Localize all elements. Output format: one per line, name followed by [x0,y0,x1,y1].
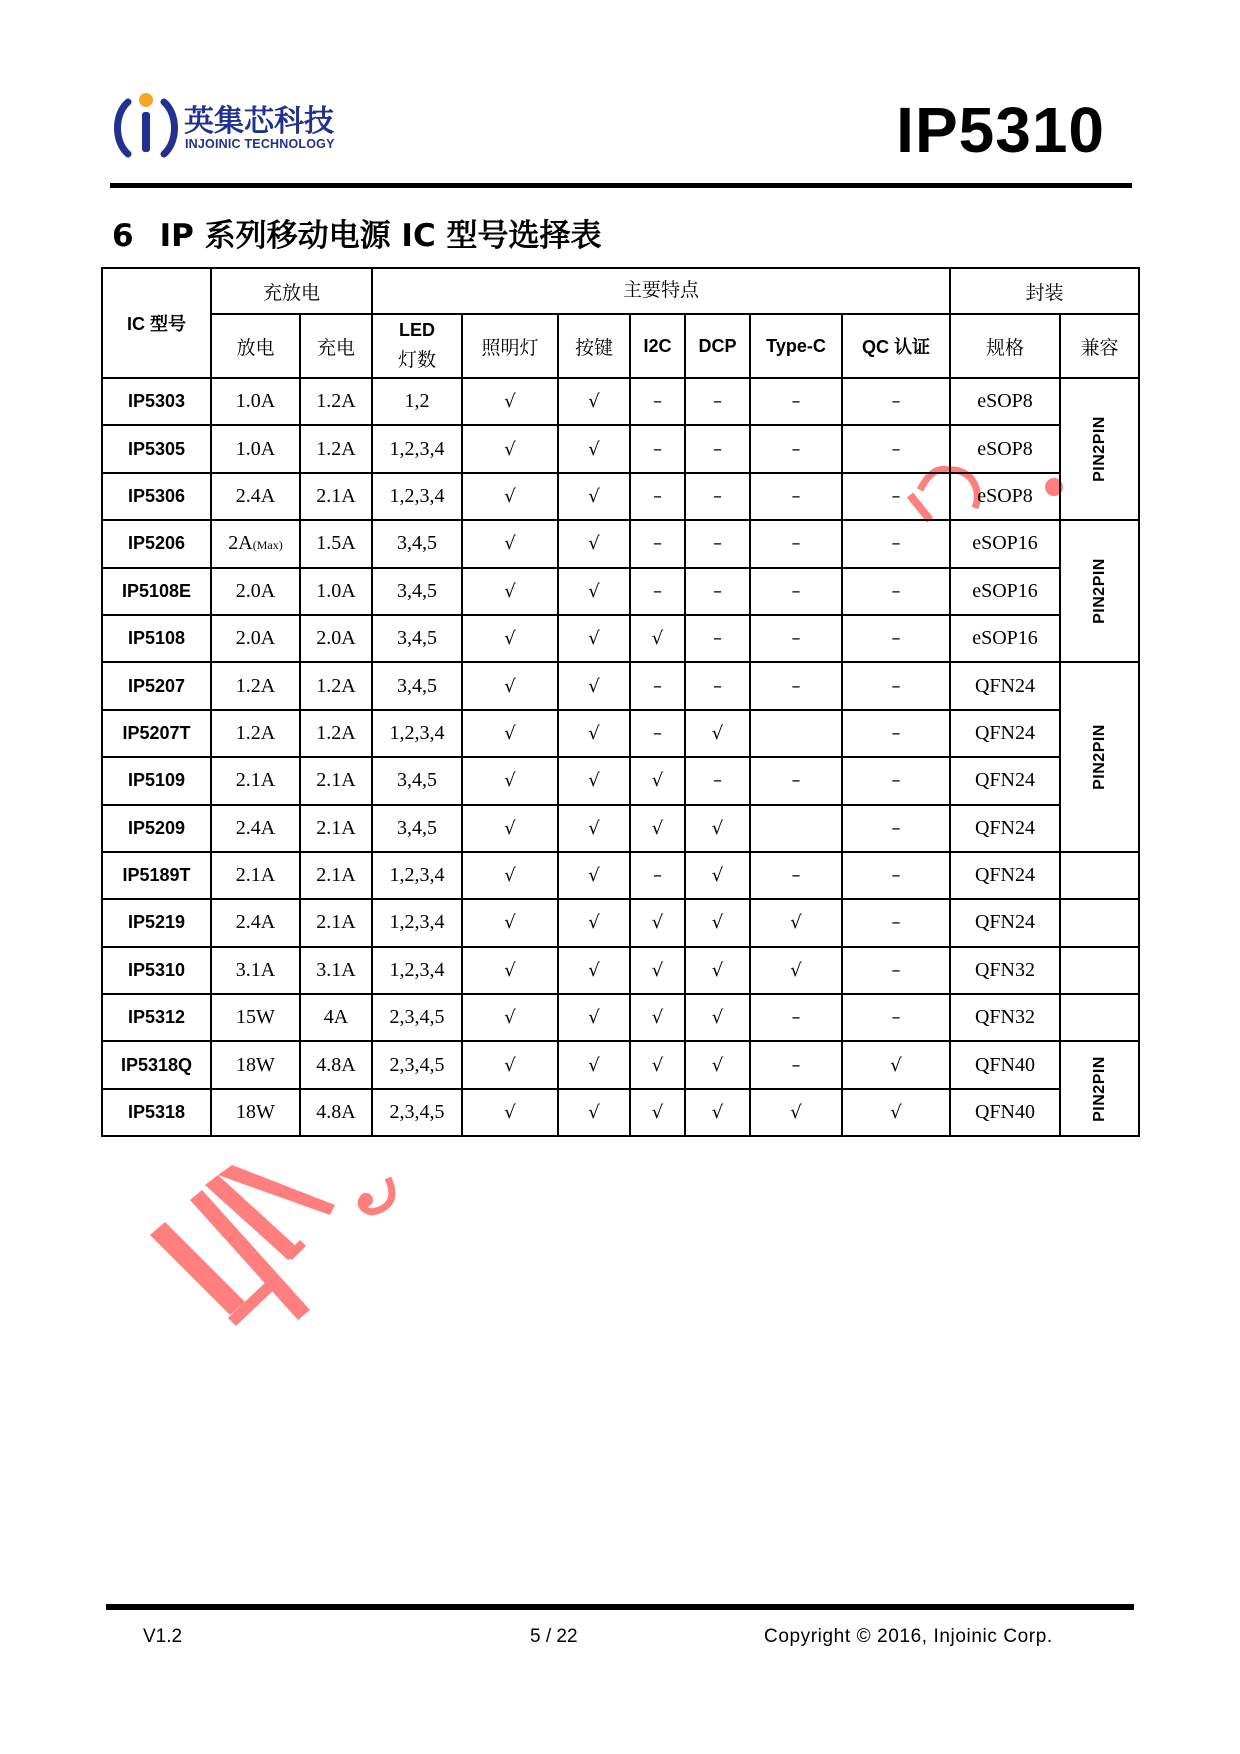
cell-lighting: √ [462,520,558,567]
cell-dcp: – [685,615,750,662]
cell-i2c: – [630,568,685,615]
cell-typec: – [750,425,842,472]
cell-dcp: √ [685,1041,750,1088]
header-row-columns [102,314,1139,378]
cell-i2c: √ [630,947,685,994]
cell-lighting: √ [462,994,558,1041]
cell-dcp: √ [685,947,750,994]
cell-compat-group [1060,520,1139,662]
cell-model: IP5318 [102,1089,211,1136]
table-row [102,899,1139,946]
table-row [102,615,1139,662]
cell-discharge [211,425,300,472]
cell-typec: – [750,568,842,615]
cell-discharge-value: 18W [236,1053,275,1076]
cell-dcp: √ [685,1089,750,1136]
cell-led: 3,4,5 [372,662,462,709]
cell-button: √ [558,757,630,804]
cell-led: 3,4,5 [372,615,462,662]
section-number: 6 [112,218,134,254]
header-qc: QC 认证 [842,314,950,378]
cell-charge: 1.5A [300,520,372,567]
cell-discharge [211,568,300,615]
cell-discharge-value: 3.1A [235,958,276,981]
cell-charge: 1.2A [300,378,372,425]
cell-led: 1,2,3,4 [372,947,462,994]
table-row [102,710,1139,757]
cell-typec: – [750,520,842,567]
cell-qc: √ [842,1041,950,1088]
cell-lighting: √ [462,899,558,946]
table-row [102,805,1139,852]
cell-button: √ [558,805,630,852]
cell-i2c: √ [630,757,685,804]
cell-dcp: √ [685,710,750,757]
compat-label: PIN2PIN [1090,1055,1108,1122]
cell-qc: – [842,473,950,520]
cell-discharge [211,1041,300,1088]
cell-lighting: √ [462,378,558,425]
cell-charge: 2.1A [300,805,372,852]
cell-model: IP5206 [102,520,211,567]
cell-led: 1,2,3,4 [372,852,462,899]
cell-lighting: √ [462,710,558,757]
cell-typec: – [750,473,842,520]
cell-i2c: – [630,710,685,757]
cell-led: 1,2 [372,378,462,425]
cell-button: √ [558,662,630,709]
header-package: 封装 [950,268,1139,314]
cell-spec: eSOP8 [950,378,1060,425]
company-logo [112,90,352,162]
table-row [102,947,1139,994]
cell-led: 3,4,5 [372,805,462,852]
cell-lighting: √ [462,568,558,615]
cell-qc: – [842,520,950,567]
header-lighting: 照明灯 [462,314,558,378]
cell-discharge [211,473,300,520]
cell-typec [750,805,842,852]
header-row-groups [102,268,1139,314]
table-row [102,520,1139,567]
cell-model: IP5109 [102,757,211,804]
cell-spec: QFN24 [950,852,1060,899]
cell-qc: – [842,757,950,804]
cell-compat-group [1060,662,1139,852]
cell-spec: QFN32 [950,947,1060,994]
table-row [102,1041,1139,1088]
cell-charge: 3.1A [300,947,372,994]
cell-lighting: √ [462,425,558,472]
cell-compat-group [1060,1041,1139,1136]
cell-typec: √ [750,947,842,994]
cell-qc: – [842,662,950,709]
header-button: 按键 [558,314,630,378]
cell-compat-group [1060,947,1139,994]
cell-button: √ [558,378,630,425]
cell-qc: – [842,852,950,899]
cell-typec: √ [750,899,842,946]
cell-discharge [211,378,300,425]
cell-charge: 2.1A [300,852,372,899]
cell-compat-group [1060,899,1139,946]
cell-model: IP5219 [102,899,211,946]
cell-discharge-value: 1.0A [235,437,276,460]
cell-led: 3,4,5 [372,757,462,804]
cell-dcp: – [685,520,750,567]
cell-button: √ [558,994,630,1041]
cell-discharge [211,947,300,994]
cell-discharge [211,520,300,567]
cell-typec: – [750,378,842,425]
cell-led: 1,2,3,4 [372,710,462,757]
header-charge: 充电 [300,314,372,378]
cell-qc: – [842,947,950,994]
cell-model: IP5305 [102,425,211,472]
cell-button: √ [558,947,630,994]
cell-dcp: √ [685,994,750,1041]
cell-i2c: √ [630,899,685,946]
table-row [102,378,1139,425]
cell-discharge-value: 18W [236,1101,275,1124]
cell-lighting: √ [462,473,558,520]
logo-mark-icon [112,90,182,162]
cell-charge: 4.8A [300,1041,372,1088]
header-discharge: 放电 [211,314,300,378]
cell-typec: – [750,994,842,1041]
cell-spec: QFN40 [950,1041,1060,1088]
cell-discharge-value: 1.2A [235,721,276,744]
cell-discharge-value: 2.4A [235,484,276,507]
cell-compat-group [1060,378,1139,520]
table-row [102,568,1139,615]
cell-dcp: – [685,378,750,425]
cell-charge: 1.2A [300,425,372,472]
cell-spec: QFN32 [950,994,1060,1041]
table-row [102,473,1139,520]
cell-led: 1,2,3,4 [372,473,462,520]
cell-typec: – [750,615,842,662]
cell-button: √ [558,899,630,946]
cell-dcp: √ [685,852,750,899]
cell-typec: – [750,1041,842,1088]
cell-spec: QFN24 [950,662,1060,709]
section-title: IP 系列移动电源 IC 型号选择表 [159,218,602,254]
cell-model: IP5310 [102,947,211,994]
compat-label: PIN2PIN [1090,416,1108,482]
cell-discharge-value: 15W [236,1006,275,1029]
cell-led: 2,3,4,5 [372,1089,462,1136]
cell-button: √ [558,473,630,520]
cell-discharge-value: 2.4A [235,816,276,839]
cell-led: 3,4,5 [372,520,462,567]
cell-spec: eSOP8 [950,473,1060,520]
cell-qc: – [842,994,950,1041]
cell-qc: – [842,899,950,946]
cell-qc: – [842,568,950,615]
cell-spec: QFN24 [950,899,1060,946]
table-row [102,852,1139,899]
cell-model: IP5108E [102,568,211,615]
cell-i2c: – [630,425,685,472]
cell-compat-group [1060,994,1139,1041]
cell-charge: 4.8A [300,1089,372,1136]
table-row [102,425,1139,472]
cell-typec: – [750,852,842,899]
cell-led: 1,2,3,4 [372,425,462,472]
table-row [102,1089,1139,1136]
compat-label: PIN2PIN [1090,558,1108,625]
header-ic-model: IC 型号 [102,268,211,378]
cell-dcp: – [685,473,750,520]
cell-dcp: – [685,662,750,709]
header-main-features: 主要特点 [372,268,950,314]
cell-lighting: √ [462,1089,558,1136]
cell-dcp: – [685,568,750,615]
cell-i2c: – [630,852,685,899]
cell-qc: – [842,805,950,852]
footer-rule [106,1604,1134,1610]
watermark-letters [150,1165,392,1326]
cell-discharge-value: 1.2A [235,674,276,697]
cell-model: IP5209 [102,805,211,852]
cell-i2c: – [630,520,685,567]
cell-discharge-value: 2.0A [235,579,276,602]
cell-discharge [211,1089,300,1136]
cell-button: √ [558,852,630,899]
cell-i2c: √ [630,994,685,1041]
document-title: IP5310 [896,94,1105,166]
cell-charge: 2.1A [300,473,372,520]
cell-i2c: √ [630,805,685,852]
cell-button: √ [558,710,630,757]
cell-button: √ [558,568,630,615]
cell-button: √ [558,1089,630,1136]
cell-model: IP5207 [102,662,211,709]
cell-lighting: √ [462,947,558,994]
cell-button: √ [558,615,630,662]
cell-button: √ [558,1041,630,1088]
cell-typec: – [750,662,842,709]
cell-dcp: √ [685,805,750,852]
cell-button: √ [558,520,630,567]
cell-discharge [211,757,300,804]
cell-qc: – [842,378,950,425]
cell-lighting: √ [462,1041,558,1088]
cell-i2c: – [630,662,685,709]
cell-qc: – [842,710,950,757]
cell-discharge-value: 2.0A [235,627,276,650]
cell-spec: QFN24 [950,757,1060,804]
header-led-count: LED 灯数 [372,314,462,378]
cell-lighting: √ [462,615,558,662]
cell-discharge [211,805,300,852]
table-row [102,994,1139,1041]
header-spec: 规格 [950,314,1060,378]
cell-led: 2,3,4,5 [372,994,462,1041]
section-heading [112,210,602,255]
cell-led: 2,3,4,5 [372,1041,462,1088]
ic-selection-table [101,267,1140,1137]
cell-model: IP5108 [102,615,211,662]
cell-discharge [211,994,300,1041]
cell-spec: eSOP16 [950,520,1060,567]
cell-led: 3,4,5 [372,568,462,615]
cell-spec: QFN24 [950,805,1060,852]
logo-cn-name: 英集芯科技 [184,104,334,139]
cell-qc: – [842,425,950,472]
cell-discharge [211,710,300,757]
header-charge-discharge: 充放电 [211,268,372,314]
cell-model: IP5207T [102,710,211,757]
cell-charge: 1.2A [300,710,372,757]
cell-typec [750,710,842,757]
cell-typec: – [750,757,842,804]
cell-qc: √ [842,1089,950,1136]
cell-lighting: √ [462,805,558,852]
cell-discharge-value: 2A [228,532,253,555]
cell-lighting: √ [462,662,558,709]
cell-charge: 2.1A [300,899,372,946]
cell-charge: 1.0A [300,568,372,615]
cell-model: IP5303 [102,378,211,425]
cell-model: IP5312 [102,994,211,1041]
cell-lighting: √ [462,852,558,899]
logo-en-name: INJOINIC TECHNOLOGY [185,137,335,151]
cell-dcp: – [685,425,750,472]
cell-spec: QFN24 [950,710,1060,757]
cell-discharge [211,852,300,899]
cell-discharge-value: 1.0A [235,390,276,413]
cell-charge: 1.2A [300,662,372,709]
cell-compat-group [1060,852,1139,899]
cell-discharge [211,615,300,662]
table-row [102,662,1139,709]
footer-version: V1.2 [143,1626,183,1647]
table-body [102,378,1139,1136]
header-rule [110,183,1132,188]
cell-spec: QFN40 [950,1089,1060,1136]
cell-discharge-value: 2.1A [235,864,276,887]
header-i2c: I2C [630,314,685,378]
header-compat: 兼容 [1060,314,1139,378]
cell-dcp: – [685,757,750,804]
compat-label: PIN2PIN [1090,724,1108,790]
cell-typec: √ [750,1089,842,1136]
cell-dcp: √ [685,899,750,946]
cell-lighting: √ [462,757,558,804]
table-row [102,757,1139,804]
cell-i2c: – [630,473,685,520]
cell-model: IP5306 [102,473,211,520]
cell-discharge [211,662,300,709]
cell-model: IP5318Q [102,1041,211,1088]
cell-spec: eSOP8 [950,425,1060,472]
cell-spec: eSOP16 [950,568,1060,615]
cell-button: √ [558,425,630,472]
cell-spec: eSOP16 [950,615,1060,662]
cell-discharge [211,899,300,946]
cell-i2c: √ [630,1041,685,1088]
cell-model: IP5189T [102,852,211,899]
cell-charge: 4A [300,994,372,1041]
cell-charge: 2.0A [300,615,372,662]
cell-led: 1,2,3,4 [372,899,462,946]
cell-i2c: – [630,378,685,425]
footer-page-number: 5 / 22 [530,1626,578,1647]
header-typec: Type-C [750,314,842,378]
cell-i2c: √ [630,1089,685,1136]
footer-copyright: Copyright © 2016, Injoinic Corp. [764,1626,1053,1647]
cell-charge: 2.1A [300,757,372,804]
cell-i2c: √ [630,615,685,662]
cell-discharge-value: 2.4A [235,911,276,934]
cell-discharge-value: 2.1A [235,769,276,792]
header-dcp: DCP [685,314,750,378]
cell-discharge-note: (Max) [252,538,283,553]
cell-qc: – [842,615,950,662]
